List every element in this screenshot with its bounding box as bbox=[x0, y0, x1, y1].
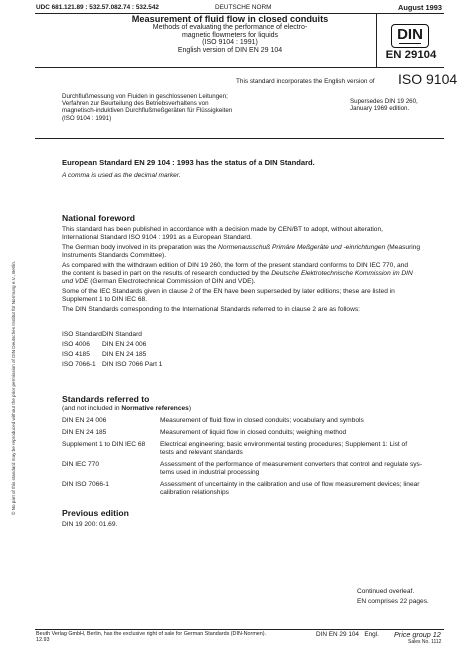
description-line: Measurement of fluid flow in closed conduits; vocabulary and symbols bbox=[160, 417, 364, 424]
table-cell: ISO 4185 bbox=[62, 351, 90, 358]
footer-line: Beuth Verlag GmbH, Berlin, has the exclusive right of sale for German Standards (DIN-Normen). bbox=[36, 631, 267, 637]
supersedes-line: January 1969 edition. bbox=[350, 105, 410, 113]
commission-name: Deutsche Elektrotechnische Kommission im DIN bbox=[271, 270, 413, 277]
title-sub-3: (ISO 9104 : 1991) bbox=[202, 39, 258, 47]
description-line: Measurement of liquid flow in closed conduits; weighing method bbox=[160, 429, 347, 436]
national-foreword-body bbox=[62, 226, 446, 314]
reference-row bbox=[62, 441, 446, 461]
german-title-line: Durchflußmessung von Fluiden in geschlossenen Leitungen; bbox=[62, 93, 228, 100]
table-cell: DIN EN 24 185 bbox=[102, 351, 147, 358]
committee-name: Normenausschuß Primäre Meßgeräte und -einrichtungen bbox=[218, 244, 386, 251]
table-cell: ISO 4006 bbox=[62, 341, 90, 348]
table-row bbox=[62, 361, 162, 371]
paragraph-line bbox=[62, 244, 446, 252]
standards-referred-heading: Standards referred to bbox=[62, 394, 150, 404]
din-logo bbox=[391, 24, 429, 48]
title-sub-4: English version of DIN EN 29 104 bbox=[177, 46, 283, 54]
paragraph-line: Some of the IEC Standards given in clause 2 of the EN have been superseded by later editions; these are listed in bbox=[62, 288, 395, 295]
description-line: calibration relationships bbox=[160, 489, 229, 496]
din-number: EN 29104 bbox=[385, 49, 437, 61]
national-foreword-heading: National foreword bbox=[62, 213, 136, 223]
price-group: Price group 12 bbox=[394, 630, 441, 639]
supersedes-line: Supersedes DIN 19 260, bbox=[350, 98, 418, 105]
reference-description bbox=[160, 429, 446, 441]
reference-code: DIN EN 24 185 bbox=[62, 429, 107, 436]
correspondence-table bbox=[62, 331, 162, 371]
text-run: Normative references bbox=[121, 405, 189, 412]
description-line: tems used in industrial processing bbox=[160, 469, 260, 476]
text-run: (German Electrotechnical Commission of DIN and VDE). bbox=[88, 278, 256, 285]
title-block bbox=[35, 14, 375, 54]
title-divider bbox=[376, 13, 377, 67]
table-cell: DIN EN 24 006 bbox=[102, 341, 147, 348]
paragraph-line: Supplement 1 to DIN IEC 68. bbox=[62, 296, 148, 303]
norm-label: DEUTSCHE NORM bbox=[215, 4, 272, 11]
supersedes-note bbox=[350, 98, 418, 112]
reference-description bbox=[160, 481, 446, 501]
reference-description bbox=[160, 417, 446, 429]
reference-row bbox=[62, 417, 446, 429]
copyright-sidebar: © No part of this standard may be reproduced without the prior permission of DIN Deutsches Institut für Normung e.V., Berlin. bbox=[11, 260, 16, 515]
reference-code: Supplement 1 to DIN IEC 68 bbox=[62, 441, 146, 448]
paragraph-line: The DIN Standards corresponding to the International Standards referred to in clause 2 are as follows: bbox=[62, 306, 360, 313]
standards-referred-subheading bbox=[62, 405, 191, 413]
table-header-cell: DIN Standard bbox=[102, 331, 142, 338]
continued-line: Continued overleaf. bbox=[357, 588, 415, 595]
description-line: Assessment of uncertainty in the calibration and use of flow measurement devices; linear bbox=[160, 481, 420, 488]
reference-description bbox=[160, 441, 446, 461]
standards-referred-table bbox=[62, 417, 446, 501]
continued-line: EN comprises 22 pages. bbox=[357, 598, 429, 605]
table-cell: ISO 7066-1 bbox=[62, 361, 96, 368]
description-line: Electrical engineering; basic environmental testing procedures; Supplement 1: List of bbox=[160, 441, 408, 448]
commission-name: und VDE bbox=[62, 278, 89, 285]
title-main: Measurement of fluid flow in closed conduits bbox=[131, 14, 329, 24]
publication-date: August 1993 bbox=[398, 3, 442, 12]
paragraph-line: International Standard ISO 9104 : 1991 as a European Standard. bbox=[62, 234, 252, 241]
description-line: Assessment of the performance of measurement converters that control and regulate sys- bbox=[160, 461, 423, 468]
reference-row bbox=[62, 461, 446, 481]
footer-language: Engl. bbox=[364, 631, 379, 638]
sales-number: Sales No. 1112 bbox=[408, 639, 442, 645]
german-title-line: magnetisch-induktiven Durchflußmeßgeräten für Flüssigkeiten bbox=[62, 107, 233, 115]
footer-din-code: DIN EN 29 104 bbox=[316, 631, 359, 638]
reference-code: DIN IEC 770 bbox=[62, 461, 100, 468]
title-sub-1: Methods of evaluating the performance of electro- bbox=[152, 24, 308, 31]
reference-code: DIN EN 24 006 bbox=[62, 417, 107, 424]
previous-edition-heading: Previous edition bbox=[62, 508, 129, 518]
udc-number: UDC 681.121.89 : 532.57.082.74 : 532.542 bbox=[36, 4, 159, 11]
text-run: (Measuring bbox=[385, 244, 421, 251]
footer-code bbox=[316, 631, 379, 638]
din-logo-text: DIN bbox=[397, 26, 423, 43]
paragraph-line: Instruments Standards Committee). bbox=[62, 252, 167, 259]
continued-note bbox=[357, 588, 429, 606]
reference-description bbox=[160, 461, 446, 481]
iso-number: ISO 9104 bbox=[398, 71, 458, 87]
text-run: The German body involved in its preparation was the bbox=[62, 244, 219, 251]
table-row bbox=[62, 351, 162, 361]
footer-publisher bbox=[36, 631, 266, 644]
table-cell: DIN ISO 7066 Part 1 bbox=[102, 361, 163, 368]
title-sub-2: magnetic flowmeters for liquids bbox=[181, 31, 279, 39]
table-header-cell: ISO Standard bbox=[62, 331, 102, 338]
paragraph-line: This standard has been published in accordance with a decision made by CEN/BT to adopt, without alteration, bbox=[62, 226, 383, 233]
table-header-row bbox=[62, 331, 162, 341]
paragraph-line bbox=[62, 278, 446, 286]
paragraph-line bbox=[62, 270, 446, 278]
reference-code: DIN ISO 7066-1 bbox=[62, 481, 109, 488]
reference-row bbox=[62, 429, 446, 441]
paragraph-line: As compared with the withdrawn edition of DIN 19 260, the form of the present standard conforms to DIN IEC 770, and bbox=[62, 262, 408, 269]
section-rule bbox=[35, 138, 444, 139]
german-title-line: Verfahren zur Beurteilung des Betriebsverhaltens von bbox=[62, 100, 209, 108]
table-row bbox=[62, 341, 162, 351]
comma-note: A comma is used as the decimal marker. bbox=[62, 172, 181, 179]
incorporates-text: This standard incorporates the English version of bbox=[236, 78, 375, 85]
previous-edition-text: DIN 19 200: 01.69. bbox=[62, 521, 118, 528]
text-run: the content is based in part on the results of research conducted by the bbox=[62, 270, 272, 277]
reference-row bbox=[62, 481, 446, 501]
footer-line: 12.93 bbox=[36, 637, 50, 644]
text-run: ) bbox=[188, 405, 192, 412]
german-title bbox=[62, 93, 232, 122]
german-title-line: (ISO 9104 : 1991) bbox=[62, 114, 112, 122]
title-rule bbox=[35, 67, 444, 68]
status-statement: European Standard EN 29 104 : 1993 has the status of a DIN Standard. bbox=[62, 158, 315, 167]
description-line: tests and relevant standards bbox=[160, 449, 243, 456]
footer-rule bbox=[35, 629, 444, 630]
text-run: (and not included in bbox=[62, 405, 122, 412]
